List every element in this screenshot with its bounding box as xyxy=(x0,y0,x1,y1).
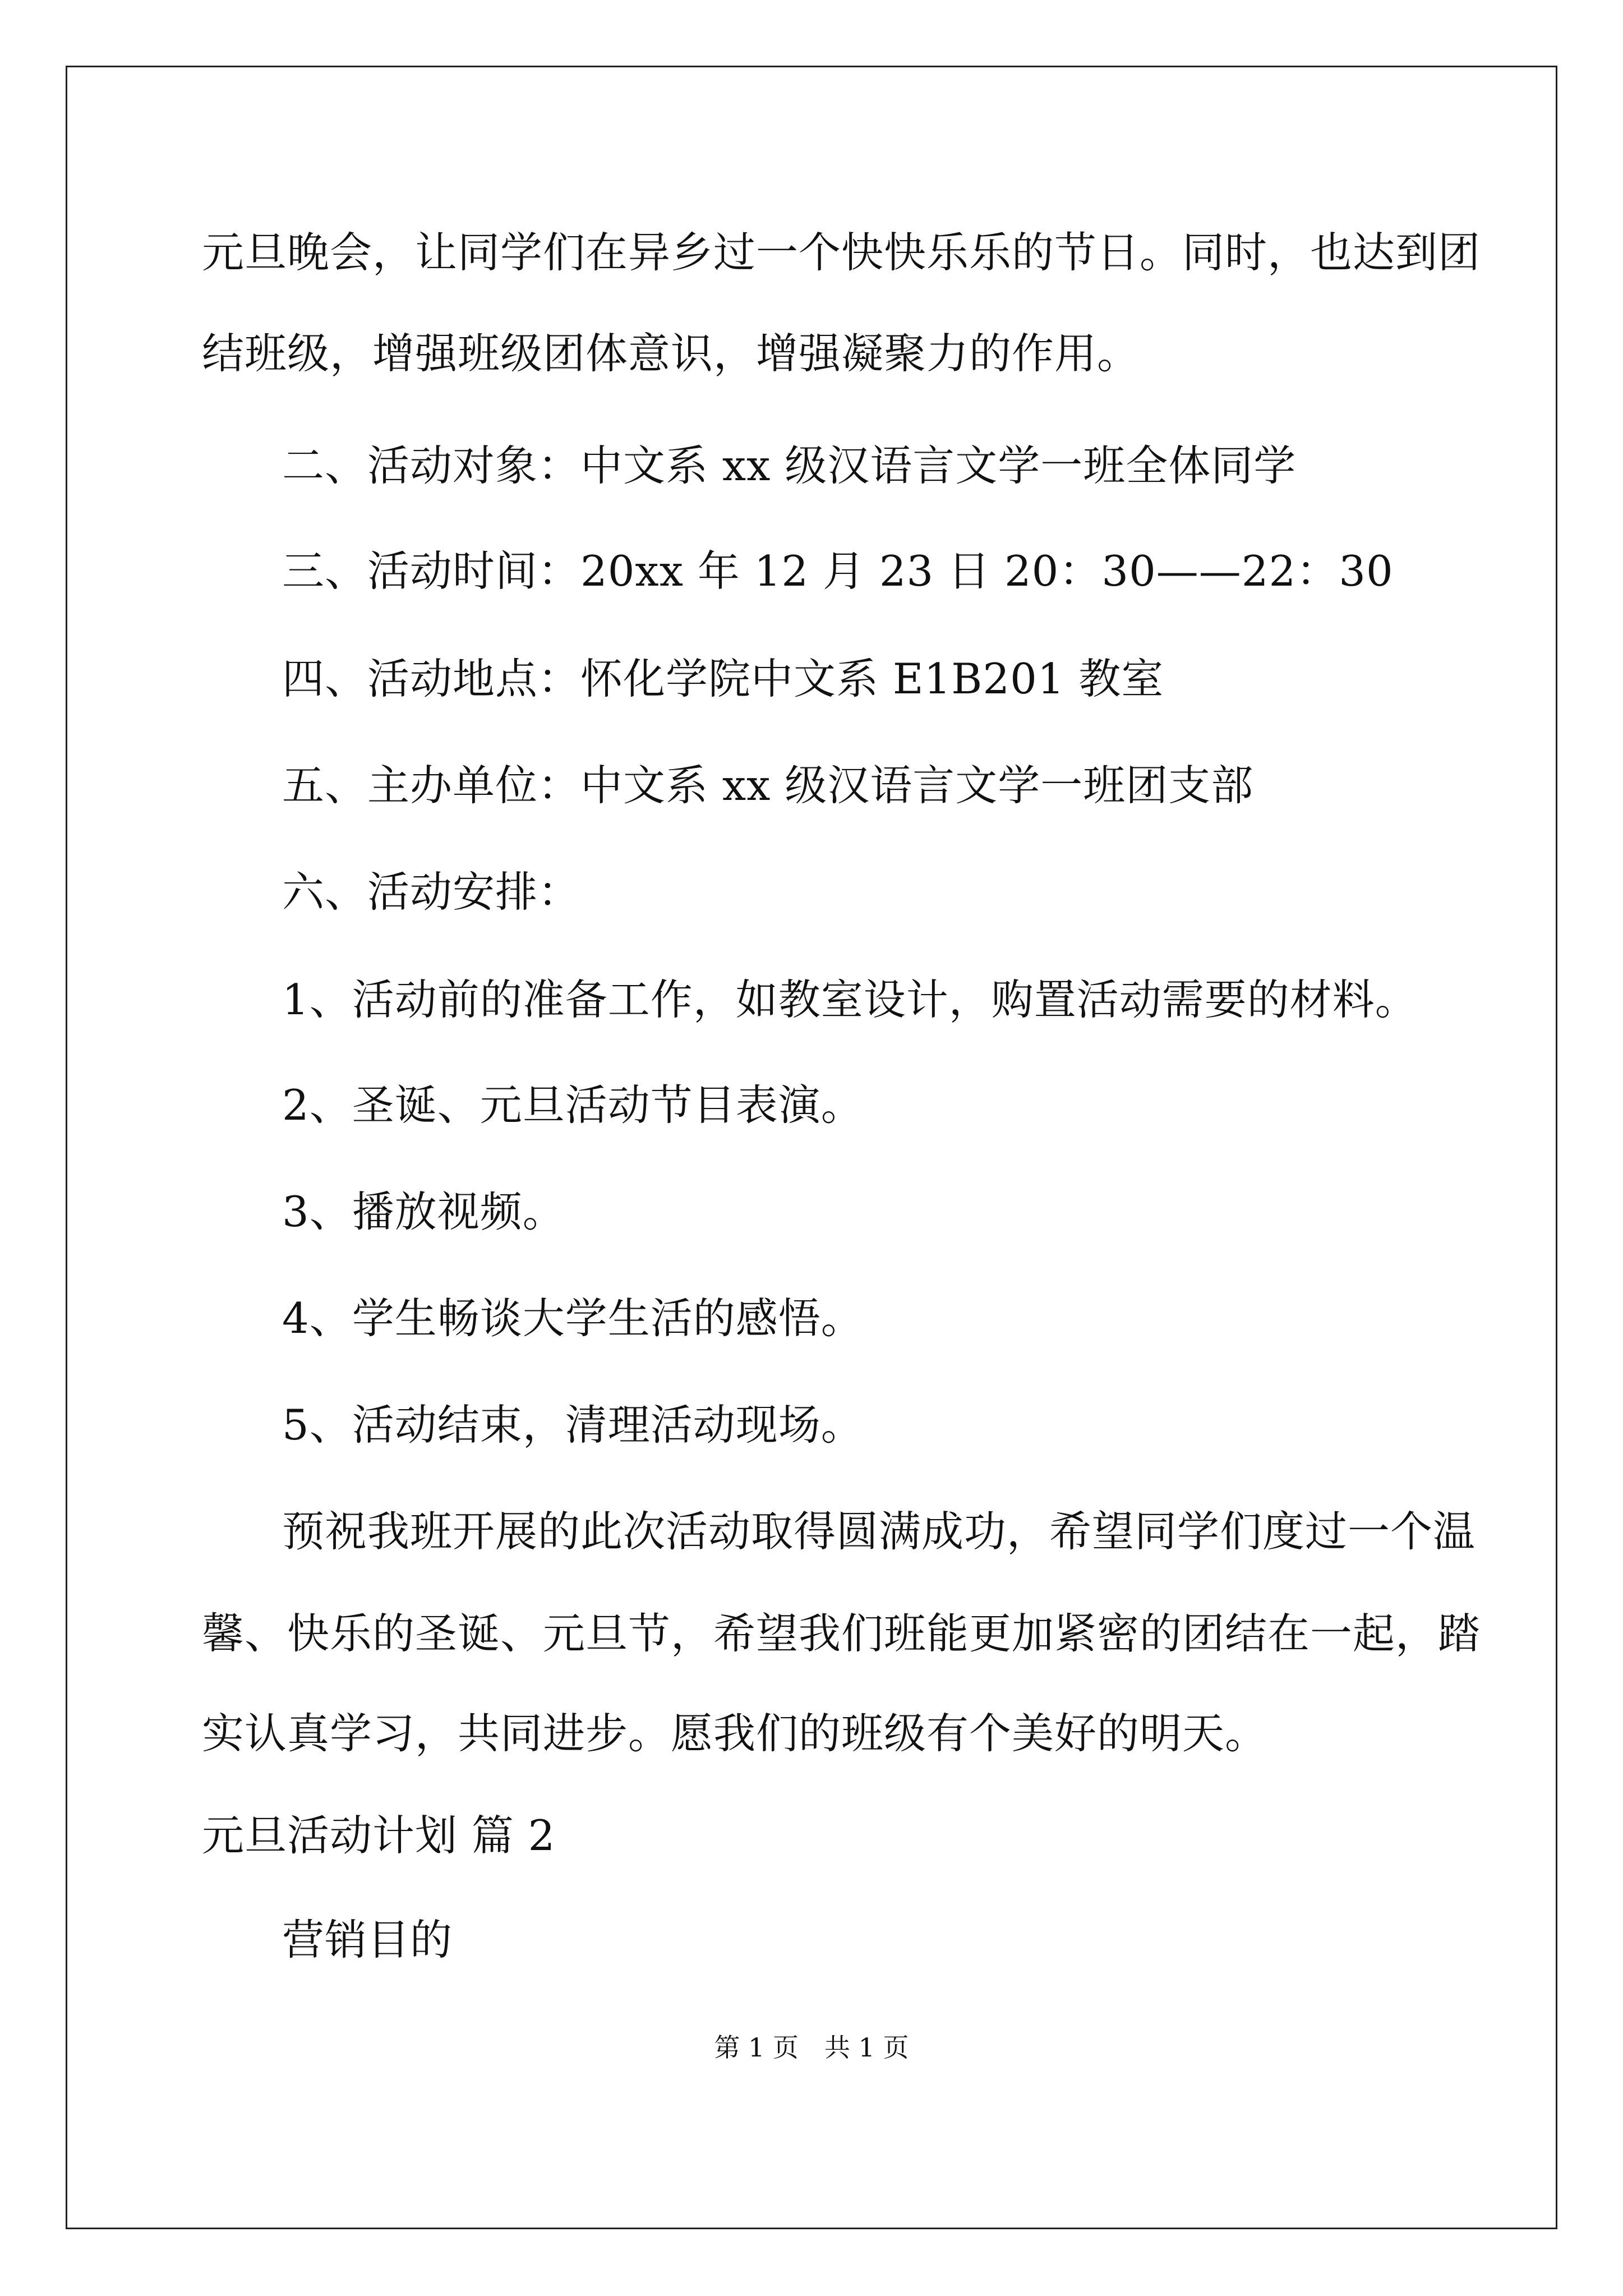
schedule-item: 5、活动结束，清理活动现场。 xyxy=(282,1400,864,1450)
schedule-item: 2、圣诞、元旦活动节目表演。 xyxy=(282,1080,864,1130)
paragraph-line: 元旦晚会，让同学们在异乡过一个快快乐乐的节日。同时，也达到团 xyxy=(202,228,1481,277)
paragraph-line: 预祝我班开展的此次活动取得圆满成功，希望同学们度过一个温 xyxy=(282,1507,1476,1556)
section-activity-target: 二、活动对象：中文系 xx 级汉语言文学一班全体同学 xyxy=(282,441,1297,490)
section-activity-location: 四、活动地点：怀化学院中文系 E1B201 教室 xyxy=(282,654,1164,703)
schedule-item: 4、学生畅谈大学生活的感悟。 xyxy=(282,1294,864,1343)
schedule-item: 3、播放视频。 xyxy=(282,1187,565,1236)
section-activity-time: 三、活动时间：20xx 年 12 月 23 日 20：30——22：30 xyxy=(282,546,1394,596)
page-footer: 第 1 页 共 1 页 xyxy=(714,2032,909,2063)
page-border xyxy=(66,66,1557,2229)
paragraph-line: 实认真学习，共同进步。愿我们的班级有个美好的明天。 xyxy=(202,1709,1268,1758)
section-organizer: 五、主办单位：中文系 xx 级汉语言文学一班团支部 xyxy=(282,761,1254,810)
paragraph-line: 馨、快乐的圣诞、元旦节，希望我们班能更加紧密的团结在一起，踏 xyxy=(202,1609,1481,1658)
section-activity-schedule: 六、活动安排： xyxy=(282,867,581,917)
paragraph-line: 营销目的 xyxy=(282,1915,453,1964)
section-heading: 元旦活动计划 篇 2 xyxy=(202,1811,556,1860)
paragraph-line: 结班级，增强班级团体意识，增强凝聚力的作用。 xyxy=(202,329,1140,378)
schedule-item: 1、活动前的准备工作，如教室设计，购置活动需要的材料。 xyxy=(282,975,1418,1024)
